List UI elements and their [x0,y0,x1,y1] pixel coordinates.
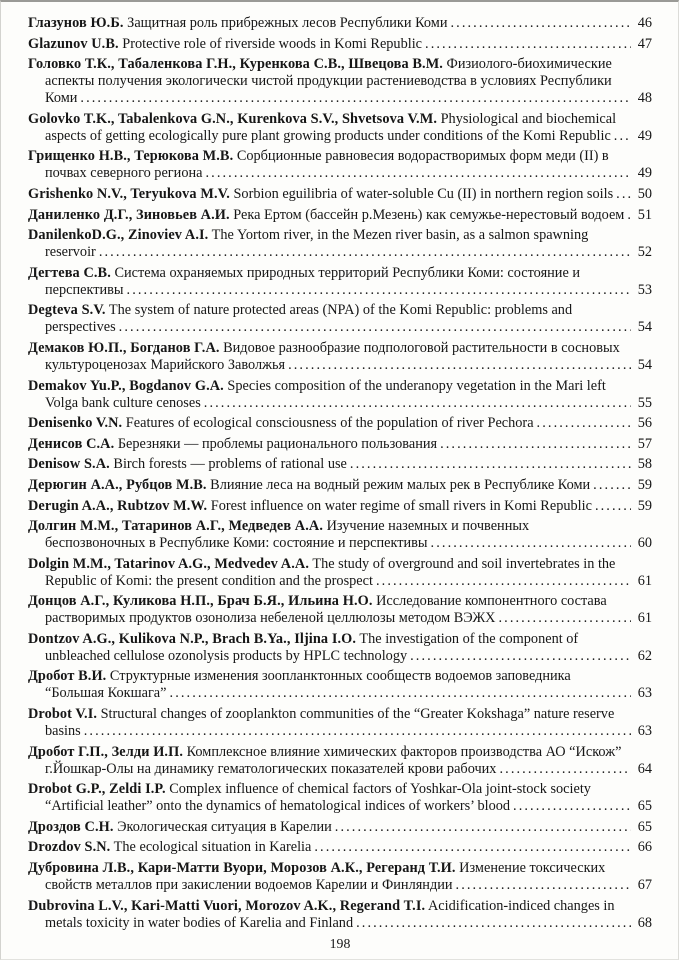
entry-authors: Долгин М.М., Татаринов А.Г., Медведев А.А. [28,518,324,535]
dot-leader [311,839,631,856]
dot-leader [81,723,631,740]
entry-text [28,15,631,32]
dot-leader [202,165,631,182]
entry-page-number: 58 [637,456,652,473]
entry-text [28,781,631,815]
entry-title: Экологическая ситуация в Карелии [113,818,332,835]
entry-title: Structural changes of zooplankton communities of the “Greater Kokshaga” nature reserve basins [45,706,615,740]
entry-title: Features of ecological consciousness of the population of river Pechora [122,415,534,432]
dot-leader [407,648,631,665]
entry-text [28,340,631,374]
toc-entry [28,781,652,815]
dot-leader [285,357,631,374]
toc-entry [28,265,652,299]
entry-page-number: 49 [637,127,652,144]
entry-text [28,706,631,740]
entry-page-number: 64 [637,760,652,777]
entry-page-number: 47 [637,35,652,52]
entry-page-number: 50 [637,185,652,202]
entry-authors: Grishenko N.V., Teryukova M.V. [28,185,230,202]
toc-entry [28,415,652,432]
toc-entry [28,668,652,702]
toc-entry [28,593,652,627]
toc-entry [28,518,652,552]
entry-text [28,631,631,665]
entry-text [28,415,631,432]
entry-authors: Drozdov S.N. [28,839,111,856]
entry-title: Березняки — проблемы рационального пользования [114,435,438,452]
toc-entry [28,148,652,182]
entry-text [28,593,631,627]
entry-title: Влияние леса на водный режим малых рек в Республике Коми [206,476,591,493]
entry-page-number: 57 [637,435,652,452]
entry-text [28,556,631,590]
entry-page-number: 52 [637,244,652,261]
entry-page-number: 65 [637,818,652,835]
entry-title: The system of nature protected areas (NPA) of the Komi Republic: problems and perspectives [45,302,573,336]
toc-entry [28,631,652,665]
entry-title: The study of overground and soil invertebrates in the Republic of Komi: the present condition and the prospect [45,555,616,589]
entry-authors: Golovko T.K., Tabalenkova G.N., Kurenkova S.V., Shvetsova V.M. [28,110,438,127]
entry-title: The ecological situation in Karelia [110,839,312,856]
entry-authors: Dubrovina L.V., Kari-Matti Vuori, Morozov A.K., Regerand T.I. [28,897,426,914]
entry-title: Защитная роль прибрежных лесов Республики Коми [123,15,448,31]
dot-leader [201,395,631,412]
entry-page-number: 63 [637,723,652,740]
page-number: 198 [329,936,351,952]
dot-leader [428,535,631,552]
entry-text [28,456,631,473]
dot-leader [437,436,631,453]
entry-page-number: 55 [637,394,652,411]
entry-text [28,860,631,894]
dot-leader [496,761,631,778]
entry-authors: Derugin A.A., Rubtzov M.W. [28,497,208,514]
entry-title: Комплексное влияние химических факторов производства АО “Искож” г.Йошкар-Олы на динамику гематологических показателей крови рабочих [45,743,622,777]
entry-text [28,477,631,494]
entry-title: Исследование компонентного состава растворимых продуктов озонолиза небеленой целлюлозы методом ВЭЖХ [45,593,607,627]
toc-entry [28,186,652,203]
entry-title: Sorbion eguilibria of water-soluble Cu (II) in northern region soils [229,185,614,202]
toc-entry [28,207,652,224]
entry-page-number: 62 [637,647,652,664]
toc-entry [28,456,652,473]
entry-title: Видовое разнообразие подпологовой растительности в сосновых культуроценозах Марийского Заволжья [45,339,620,373]
dot-leader [124,282,631,299]
entry-title: Система охраняемых природных территорий Республики Коми: состояние и перспективы [45,264,581,298]
toc-entry [28,436,652,453]
entry-text [28,227,631,261]
toc-entry [28,744,652,778]
entry-page-number: 48 [637,90,652,107]
entry-text [28,148,631,182]
entry-page-number: 54 [637,319,652,336]
dot-leader [116,319,631,336]
entry-authors: Degteva S.V. [28,302,106,319]
entry-text [28,186,631,203]
entry-text [28,518,631,552]
entry-title: Изменение токсических свойств металлов при закислении водоемов Карелии и Финляндии [45,860,606,894]
entry-authors: Demakov Yu.P., Bogdanov G.A. [28,377,224,394]
entry-page-number: 66 [637,839,652,856]
entry-text [28,265,631,299]
entry-authors: Глазунов Ю.Б. [28,15,124,31]
entry-authors: Головко Т.К., Табаленкова Г.Н., Куренкова С.В., Швецова В.М. [28,56,443,73]
entry-authors: Даниленко Д.Г., Зиновьев А.И. [28,206,230,223]
entry-authors: Дробот В.И. [28,668,107,685]
dot-leader [353,915,631,932]
entry-title: Acidification-indiced changes in metals toxicity in water bodies of Karelia and Finland [45,897,615,931]
entry-text [28,378,631,412]
entry-authors: Грищенко Н.В., Терюкова М.В. [28,148,234,165]
entry-authors: Dontzov A.G., Kulikova N.P., Brach B.Ya., Iljina I.O. [28,630,357,647]
entry-authors: Денисов С.А. [28,435,115,452]
entry-authors: Drobot V.I. [28,706,98,723]
entry-title: The Yortom river, in the Mezen river basin, as a salmon spawning reservoir [45,227,589,261]
dot-leader [373,573,631,590]
entry-authors: Glazunov U.B. [28,35,119,52]
entry-text [28,111,631,145]
toc-entry [28,556,652,590]
toc-list [28,15,652,935]
entry-text [28,436,631,453]
entry-text [28,302,631,336]
entry-authors: Denisenko V.N. [28,415,123,432]
entry-authors: Dolgin M.M., Tatarinov A.G., Medvedev A.A. [28,555,310,572]
toc-entry [28,898,652,932]
entry-page-number: 49 [637,165,652,182]
toc-entry [28,860,652,894]
entry-title: Структурные изменения зоопланктонных сообществ водоемов заповедника “Большая Кокшага” [45,668,571,702]
toc-entry [28,302,652,336]
entry-page-number: 67 [637,877,652,894]
dot-leader [624,207,631,224]
dot-leader [510,798,631,815]
entry-title: The investigation of the component of unbleached cellulose ozonolysis products by HPLC technology [45,630,579,664]
entry-page-number: 61 [637,610,652,627]
entry-authors: Дерюгин А.А., Рубцов М.В. [28,476,207,493]
entry-page-number: 53 [637,281,652,298]
dot-leader [447,15,631,32]
entry-authors: DanilenkoD.G., Zinoviev A.I. [28,227,209,244]
entry-title: Complex influence of chemical factors of Yoshkar-Ola joint-stock society “Artificial leather” onto the dynamics of hematological indices of workers’ blood [45,781,591,815]
entry-text [28,207,631,224]
entry-page-number: 65 [637,798,652,815]
dot-leader [495,610,631,627]
dot-leader [453,877,631,894]
entry-text [28,744,631,778]
dot-leader [592,498,631,515]
dot-leader [422,36,631,53]
entry-text [28,898,631,932]
entry-page-number: 61 [637,572,652,589]
dot-leader [167,685,631,702]
dot-leader [611,128,631,145]
toc-entry [28,56,652,107]
toc-entry [28,498,652,515]
entry-authors: Дробот Г.П., Зелди И.П. [28,743,183,760]
entry-authors: Denisow S.A. [28,456,110,473]
entry-authors: Дубровина Л.В., Кари-Матти Вуори, Морозов А.К., Регеранд Т.И. [28,860,456,877]
entry-authors: Drobot G.P., Zeldi I.P. [28,781,166,798]
entry-title: Изучение наземных и почвенных беспозвоночных в Республике Коми: состояние и перспективы [45,518,530,552]
entry-text [28,819,631,836]
dot-leader [347,456,631,473]
entry-text [28,56,631,107]
dot-leader [96,244,631,261]
dot-leader [590,477,631,494]
entry-page-number: 51 [637,206,652,223]
entry-authors: Донцов А.Г., Куликова Н.П., Брач Б.Я., Ильина Н.О. [28,593,373,610]
entry-page-number: 68 [637,914,652,931]
toc-entry [28,378,652,412]
entry-page-number: 59 [637,476,652,493]
entry-page-number: 56 [637,415,652,432]
toc-entry [28,111,652,145]
entry-page-number: 60 [637,535,652,552]
entry-title: Физиолого-биохимические аспекты получения экологически чистой продукции растениеводства в условиях Республики Коми [45,56,612,107]
entry-title: Forest influence on water regime of small rivers in Komi Republic [207,497,592,514]
entry-authors: Демаков Ю.П., Богданов Г.А. [28,339,220,356]
dot-leader [613,186,631,203]
entry-authors: Дроздов С.Н. [28,818,114,835]
entry-title: Protective role of riverside woods in Komi Republic [118,35,423,52]
entry-page-number: 54 [637,356,652,373]
toc-entry [28,706,652,740]
toc-entry [28,819,652,836]
entry-authors: Дегтева С.В. [28,264,111,281]
entry-title: Река Ертом (бассейн р.Мезень) как семужье-нерестовый водоем [229,206,625,223]
toc-entry [28,36,652,53]
toc-entry [28,15,652,32]
toc-entry [28,839,652,856]
toc-entry [28,227,652,261]
entry-text [28,839,631,856]
dot-leader [77,90,631,107]
entry-title: Physiological and biochemical aspects of getting ecologically pure plant growing products under conditions of the Komi Republic [45,110,617,144]
entry-text [28,498,631,515]
entry-text [28,668,631,702]
dot-leader [534,415,631,432]
dot-leader [332,819,631,836]
toc-entry [28,477,652,494]
entry-text [28,36,631,53]
toc-entry [28,340,652,374]
entry-page-number: 46 [637,15,652,31]
entry-title: Species composition of the underanopy vegetation in the Mari left Volga bank culture cenoses [45,377,606,411]
entry-title: Birch forests — problems of rational use [109,456,347,473]
entry-page-number: 63 [637,685,652,702]
entry-page-number: 59 [637,497,652,514]
entry-title: Сорбционные равновесия водорастворимых форм меди (II) в почвах северного региона [45,148,609,182]
